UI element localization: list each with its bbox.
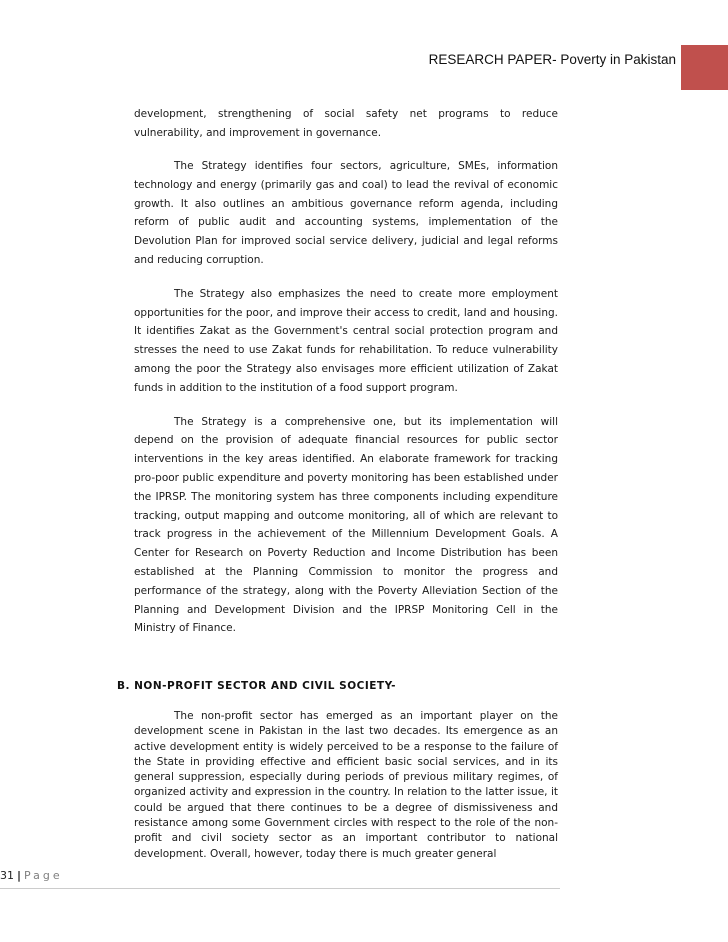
paragraph: The Strategy is a comprehensive one, but its implementation will depend on the provision of adequate financial resources for public sector interventions in the key areas identified. An elaborate framework for tracking pro-poor public expenditure and poverty monitoring has been established under the IPRSP. The monitoring system has three components including expenditure tracking, output mapping and outcome monitoring, all of which are relevant to track progress in the achievement of the Millennium Development Goals. A Center for Research on Poverty Reduction and Income Distribution has been established at the Planning Commission to monitor the progress and performance of the strategy, along with the Poverty Alleviation Section of the Planning and Development Division and the IPRSP Monitoring Cell in the Ministry of Finance. [134,415,558,635]
paragraph: The Strategy also emphasizes the need to create more employment opportunities for the poor, and improve their access to credit, land and housing. It identifies Zakat as the Government's central social protection program and stresses the need to use Zakat funds for rehabilitation. To reduce vulnerability among the poor the Strategy also envisages more efficient utilization of Zakat funds in addition to the institution of a food support program. [134,287,558,394]
paragraph: The Strategy identifies four sectors, agriculture, SMEs, information technology and energy (primarily gas and coal) to lead the revival of economic growth. It also outlines an ambitious governance reform agenda, including reform of public audit and accounting systems, implementation of the Devolution Plan for improved social service delivery, judicial and legal reforms and reducing corruption. [134,160,558,266]
footer-divider [0,888,560,889]
running-header-title: RESEARCH PAPER- Poverty in Pakistan [428,52,676,67]
paragraph: development, strengthening of social safety net programs to reduce vulnerability, and improvement in governance. [134,108,558,139]
page-label: Page [24,869,63,882]
page-footer [0,869,63,882]
section-heading: B. NON-PROFIT SECTOR AND CIVIL SOCIETY- [117,680,397,692]
section-paragraph: The non-profit sector has emerged as an important player on the development scene in Pakistan in the last two decades. Its emergence as an active development entity is widely perceived to be a response to the failure of the State in providing effective and efficient basic social services, and in its general suppression, especially during periods of previous military regimes, of organized activity and expression in the country. In relation to the latter issue, it could be argued that there continues to be a degree of dismissiveness and resistance among some Government circles with respect to the role of the non-profit and civil society sector as an important contributor to national development. Overall, however, today there is much greater general [134,710,558,860]
header-accent-tab [681,45,728,90]
body-text [134,105,558,638]
footer-separator: | [17,869,22,882]
page-number: 31 [0,869,14,882]
